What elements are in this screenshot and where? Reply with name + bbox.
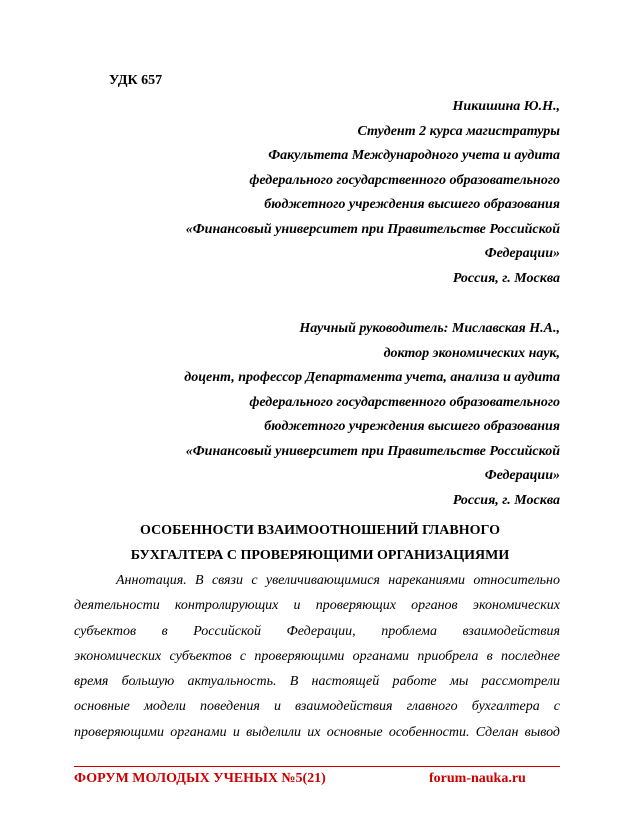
abstract-line: субъектов в Российской Федерации, проблема взаимодействия bbox=[74, 623, 560, 639]
author-affiliation-block bbox=[120, 95, 560, 291]
abstract-line: время большую актуальность. В настоящей работе мы рассмотрели bbox=[74, 674, 560, 690]
supervisor-institution-line: бюджетного учреждения высшего образования bbox=[264, 419, 560, 434]
footer-divider bbox=[74, 766, 560, 767]
author-institution-line: бюджетного учреждения высшего образования bbox=[264, 197, 560, 212]
author-location: Россия, г. Москва bbox=[452, 270, 560, 286]
supervisor-affiliation-block bbox=[120, 317, 560, 513]
author-institution-line: Федерации» bbox=[484, 246, 560, 261]
author-institution-line: «Финансовый университет при Правительстве Российской bbox=[185, 221, 560, 237]
abstract-line: Аннотация. В связи с увеличивающимися нареканиями относительно bbox=[116, 573, 560, 588]
paper-title-line: БУХГАЛТЕРА С ПРОВЕРЯЮЩИМИ ОРГАНИЗАЦИЯМИ bbox=[130, 547, 510, 563]
supervisor-institution-line: «Финансовый университет при Правительстве Российской bbox=[185, 443, 560, 459]
author-status: Студент 2 курса магистратуры bbox=[357, 123, 560, 139]
abstract-line: экономических субъектов с проверяющими органами приобрела в последнее bbox=[74, 648, 560, 664]
journal-name: ФОРУМ МОЛОДЫХ УЧЕНЫХ №5(21) bbox=[74, 771, 326, 786]
supervisor-name: Научный руководитель: Миславская Н.А., bbox=[299, 321, 560, 336]
abstract-line: деятельности контролирующих и проверяющих органов экономических bbox=[74, 598, 560, 614]
journal-website-link[interactable]: forum-nauka.ru bbox=[429, 771, 526, 786]
author-institution-line: федерального государственного образовательного bbox=[249, 172, 560, 188]
supervisor-institution-line: федерального государственного образовательного bbox=[249, 394, 560, 410]
abstract bbox=[74, 568, 560, 745]
author-name: Никишина Ю.Н., bbox=[452, 99, 560, 114]
paper-title-line: ОСОБЕННОСТИ ВЗАИМООТНОШЕНИЙ ГЛАВНОГО bbox=[140, 523, 500, 538]
abstract-line: проверяющими органами и выделили их основные особенности. Сделан вывод bbox=[74, 724, 560, 740]
paper-title bbox=[80, 519, 560, 568]
abstract-line: основные модели поведения и взаимодействия главного бухгалтера с bbox=[74, 699, 560, 715]
supervisor-location: Россия, г. Москва bbox=[452, 492, 560, 508]
udk-code: УДК 657 bbox=[109, 73, 163, 88]
supervisor-institution-line: Федерации» bbox=[484, 468, 560, 483]
author-faculty: Факультета Международного учета и аудита bbox=[268, 148, 560, 163]
supervisor-degree: доктор экономических наук, bbox=[383, 345, 560, 361]
supervisor-position: доцент, профессор Департамента учета, анализа и аудита bbox=[184, 370, 560, 385]
